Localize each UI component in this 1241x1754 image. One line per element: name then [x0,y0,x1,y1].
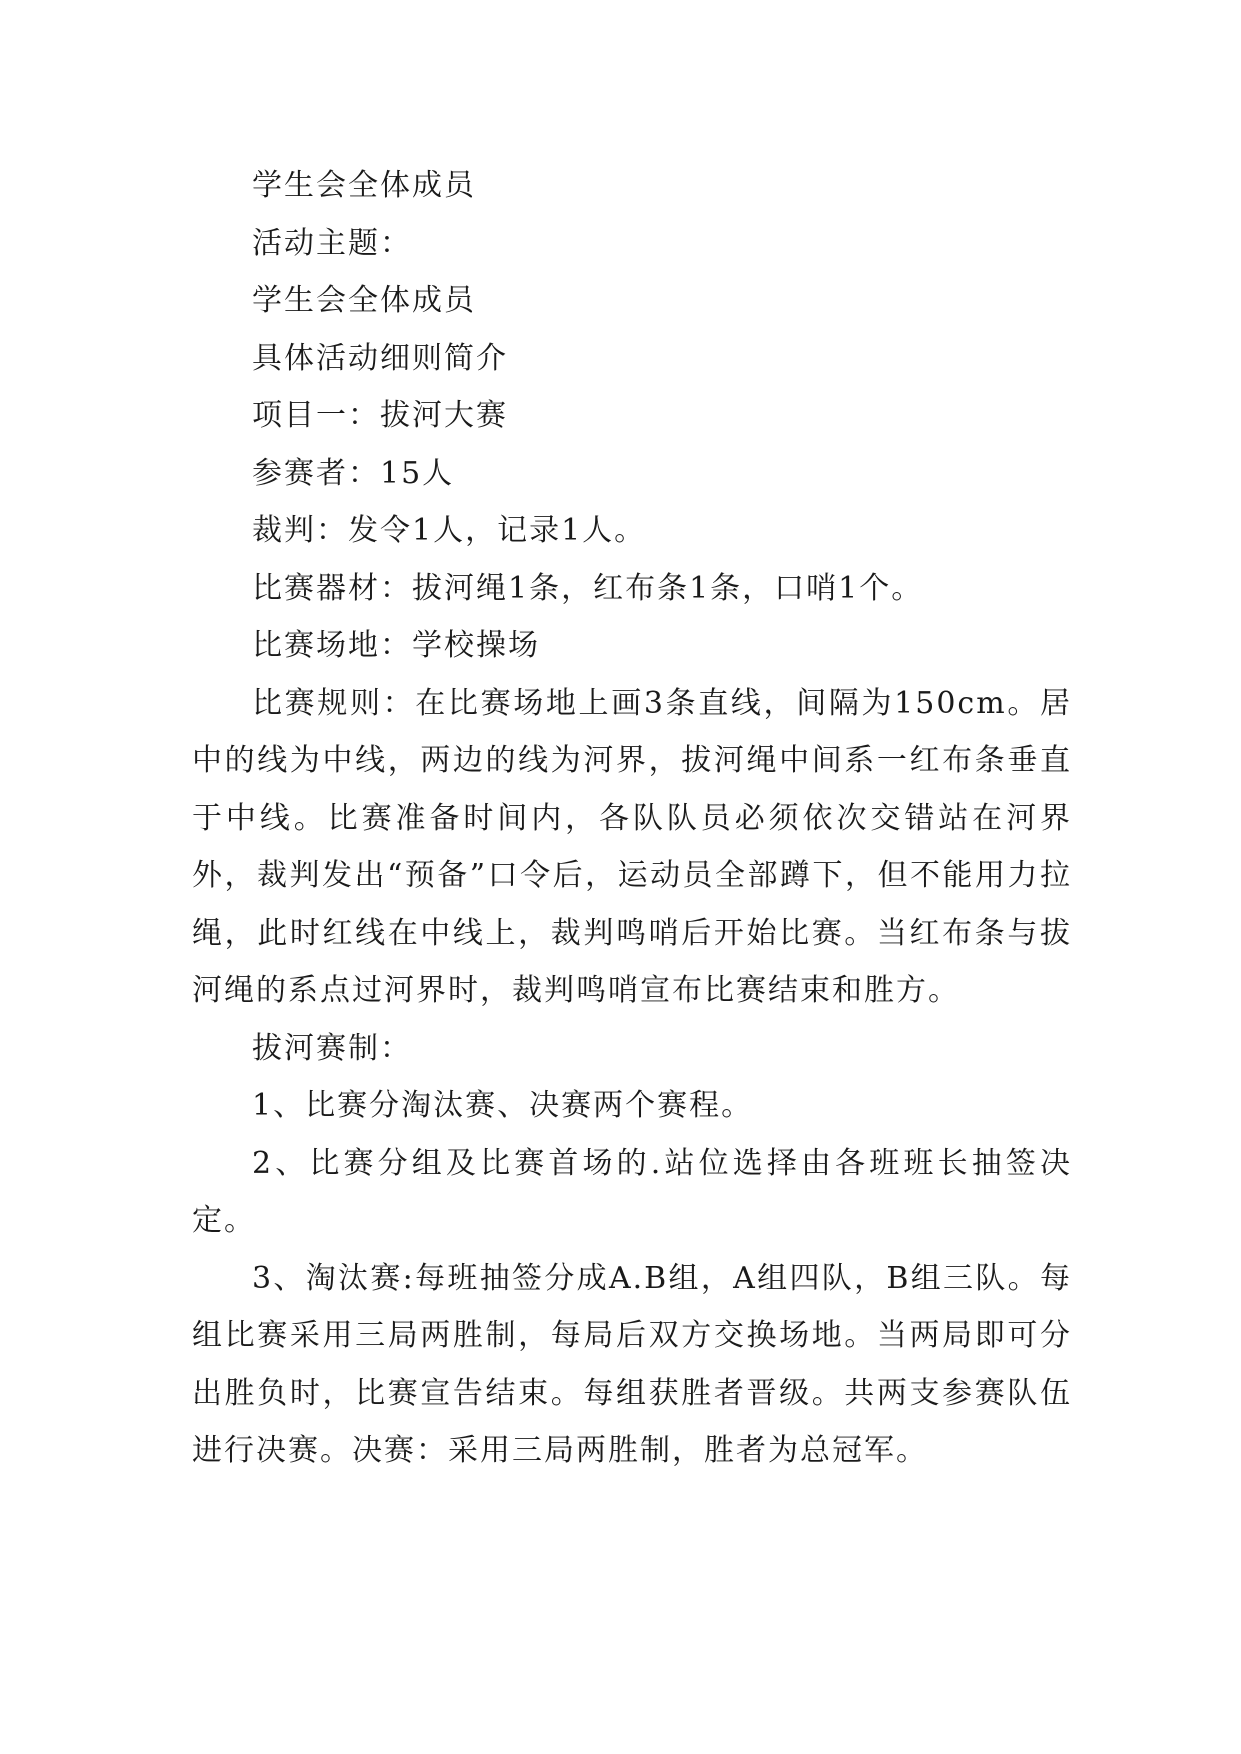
paragraph-format-2: 2、比赛分组及比赛首场的.站位选择由各班班长抽签决定。 [192,1145,1072,1238]
paragraph-participants: 参赛者：15人 [252,455,455,491]
paragraph-format-3: 3、淘汰赛:每班抽签分成A.B组，A组四队，B组三队。每组比赛采用三局两胜制，每局后双方交换场地。当两局即可分出胜负时，比赛宣告结束。每组获胜者晋级。共两支参赛队伍进行决赛。决赛：采用三局两胜制，胜者为总冠军。 [192,1260,1072,1468]
document-page [192,157,1072,1480]
paragraph-theme-label: 活动主题： [252,225,412,261]
paragraph-equipment: 比赛器材：拔河绳1条，红布条1条，口哨1个。 [252,570,924,606]
paragraph-referees: 裁判：发令1人，记录1人。 [252,513,647,548]
paragraph-rules: 比赛规则：在比赛场地上画3条直线，间隔为150cm。居中的线为中线，两边的线为河界，拔河绳中间系一红布条垂直于中线。比赛准备时间内，各队队员必须依次交错站在河界外，裁判发出“预备”口令后，运动员全部蹲下，但不能用力拉绳，此时红线在中线上，裁判鸣哨后开始比赛。当红布条与拔河绳的系点过河界时，裁判鸣哨宣布比赛结束和胜方。 [192,685,1072,1008]
paragraph-project-one: 项目一：拔河大赛 [252,398,508,433]
paragraph-venue: 比赛场地：学校操场 [252,628,540,663]
paragraph-details-heading: 具体活动细则简介 [252,340,508,376]
paragraph-theme: 学生会全体成员 [252,283,476,318]
paragraph-format-heading: 拔河赛制： [252,1030,412,1066]
paragraph-format-1: 1、比赛分淘汰赛、决赛两个赛程。 [252,1088,754,1123]
paragraph-audience: 学生会全体成员 [252,168,476,203]
